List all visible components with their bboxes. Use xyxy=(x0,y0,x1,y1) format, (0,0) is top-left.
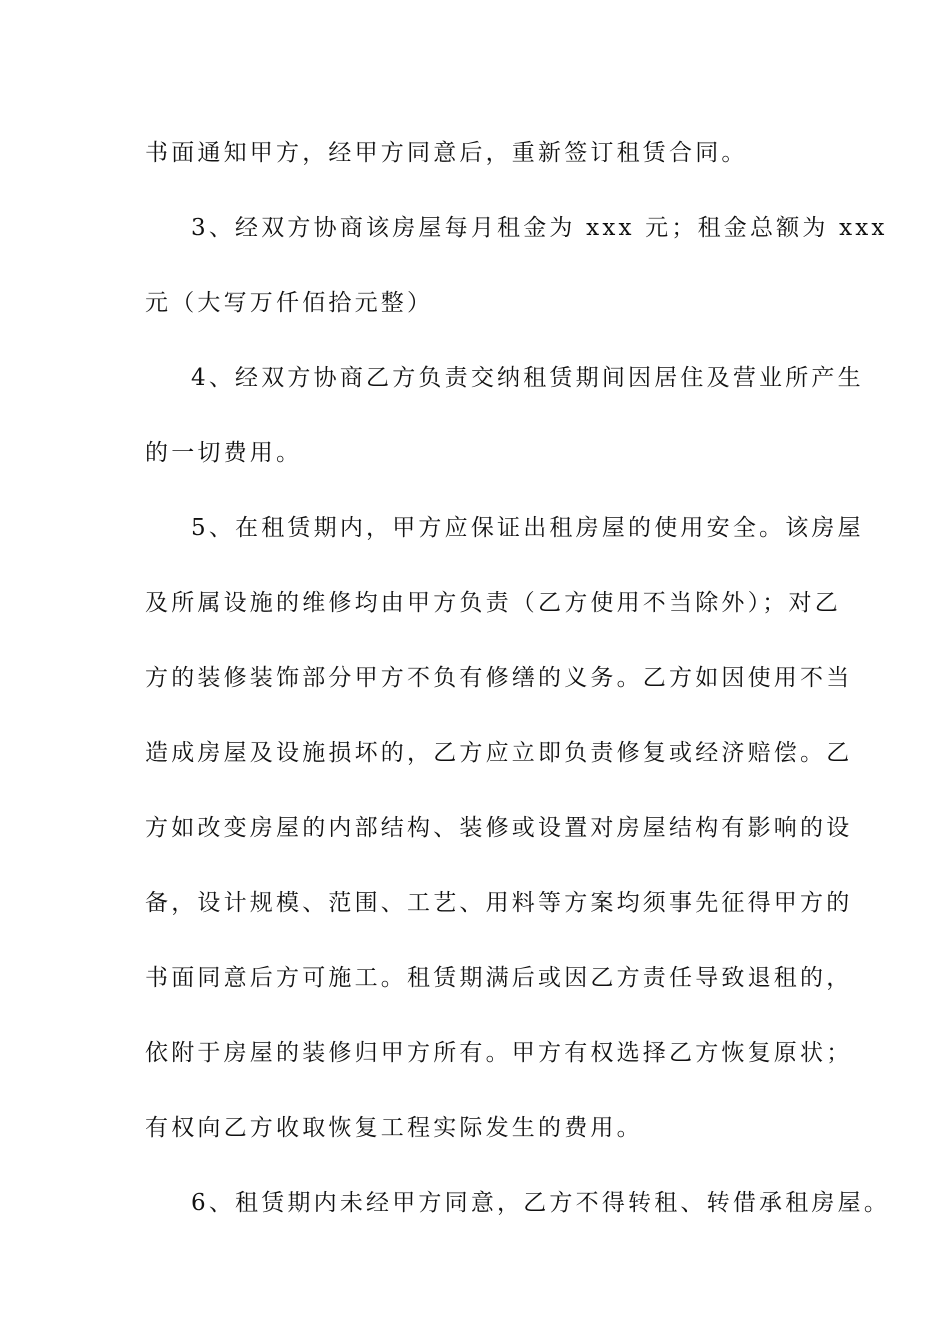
clause-5-line-7: 书面同意后方可施工。租赁期满后或因乙方责任导致退租的， xyxy=(145,965,853,991)
clause-5-line-8: 依附于房屋的装修归甲方所有。甲方有权选择乙方恢复原状； xyxy=(145,1040,853,1066)
clause-6-line-1: 6、租赁期内未经甲方同意，乙方不得转租、转借承租房屋。 xyxy=(191,1190,891,1216)
clause-4-line-1: 4、经双方协商乙方负责交纳租赁期间因居住及营业所产生 xyxy=(191,365,864,391)
clause-3-line-1: 3、经双方协商该房屋每月租金为 xxx 元；租金总额为 xxx xyxy=(191,215,888,241)
clause-5-line-1: 5、在租赁期内，甲方应保证出租房屋的使用安全。该房屋 xyxy=(191,515,864,541)
clause-5-line-6: 备，设计规模、范围、工艺、用料等方案均须事先征得甲方的 xyxy=(145,890,853,916)
clause-5-line-5: 方如改变房屋的内部结构、装修或设置对房屋结构有影响的设 xyxy=(145,815,853,841)
clause-5-line-3: 方的装修装饰部分甲方不负有修缮的义务。乙方如因使用不当 xyxy=(145,665,853,691)
clause-4-line-2: 的一切费用。 xyxy=(145,440,303,466)
clause-5-line-4: 造成房屋及设施损坏的，乙方应立即负责修复或经济赔偿。乙 xyxy=(145,740,853,766)
clause-3-line-2: 元（大写万仟佰拾元整） xyxy=(145,290,434,316)
clause-5-line-2: 及所属设施的维修均由甲方负责（乙方使用不当除外）；对乙 xyxy=(145,590,841,616)
clause-5-line-9: 有权向乙方收取恢复工程实际发生的费用。 xyxy=(145,1115,643,1141)
text-line-1: 书面通知甲方，经甲方同意后，重新签订租赁合同。 xyxy=(145,140,748,166)
